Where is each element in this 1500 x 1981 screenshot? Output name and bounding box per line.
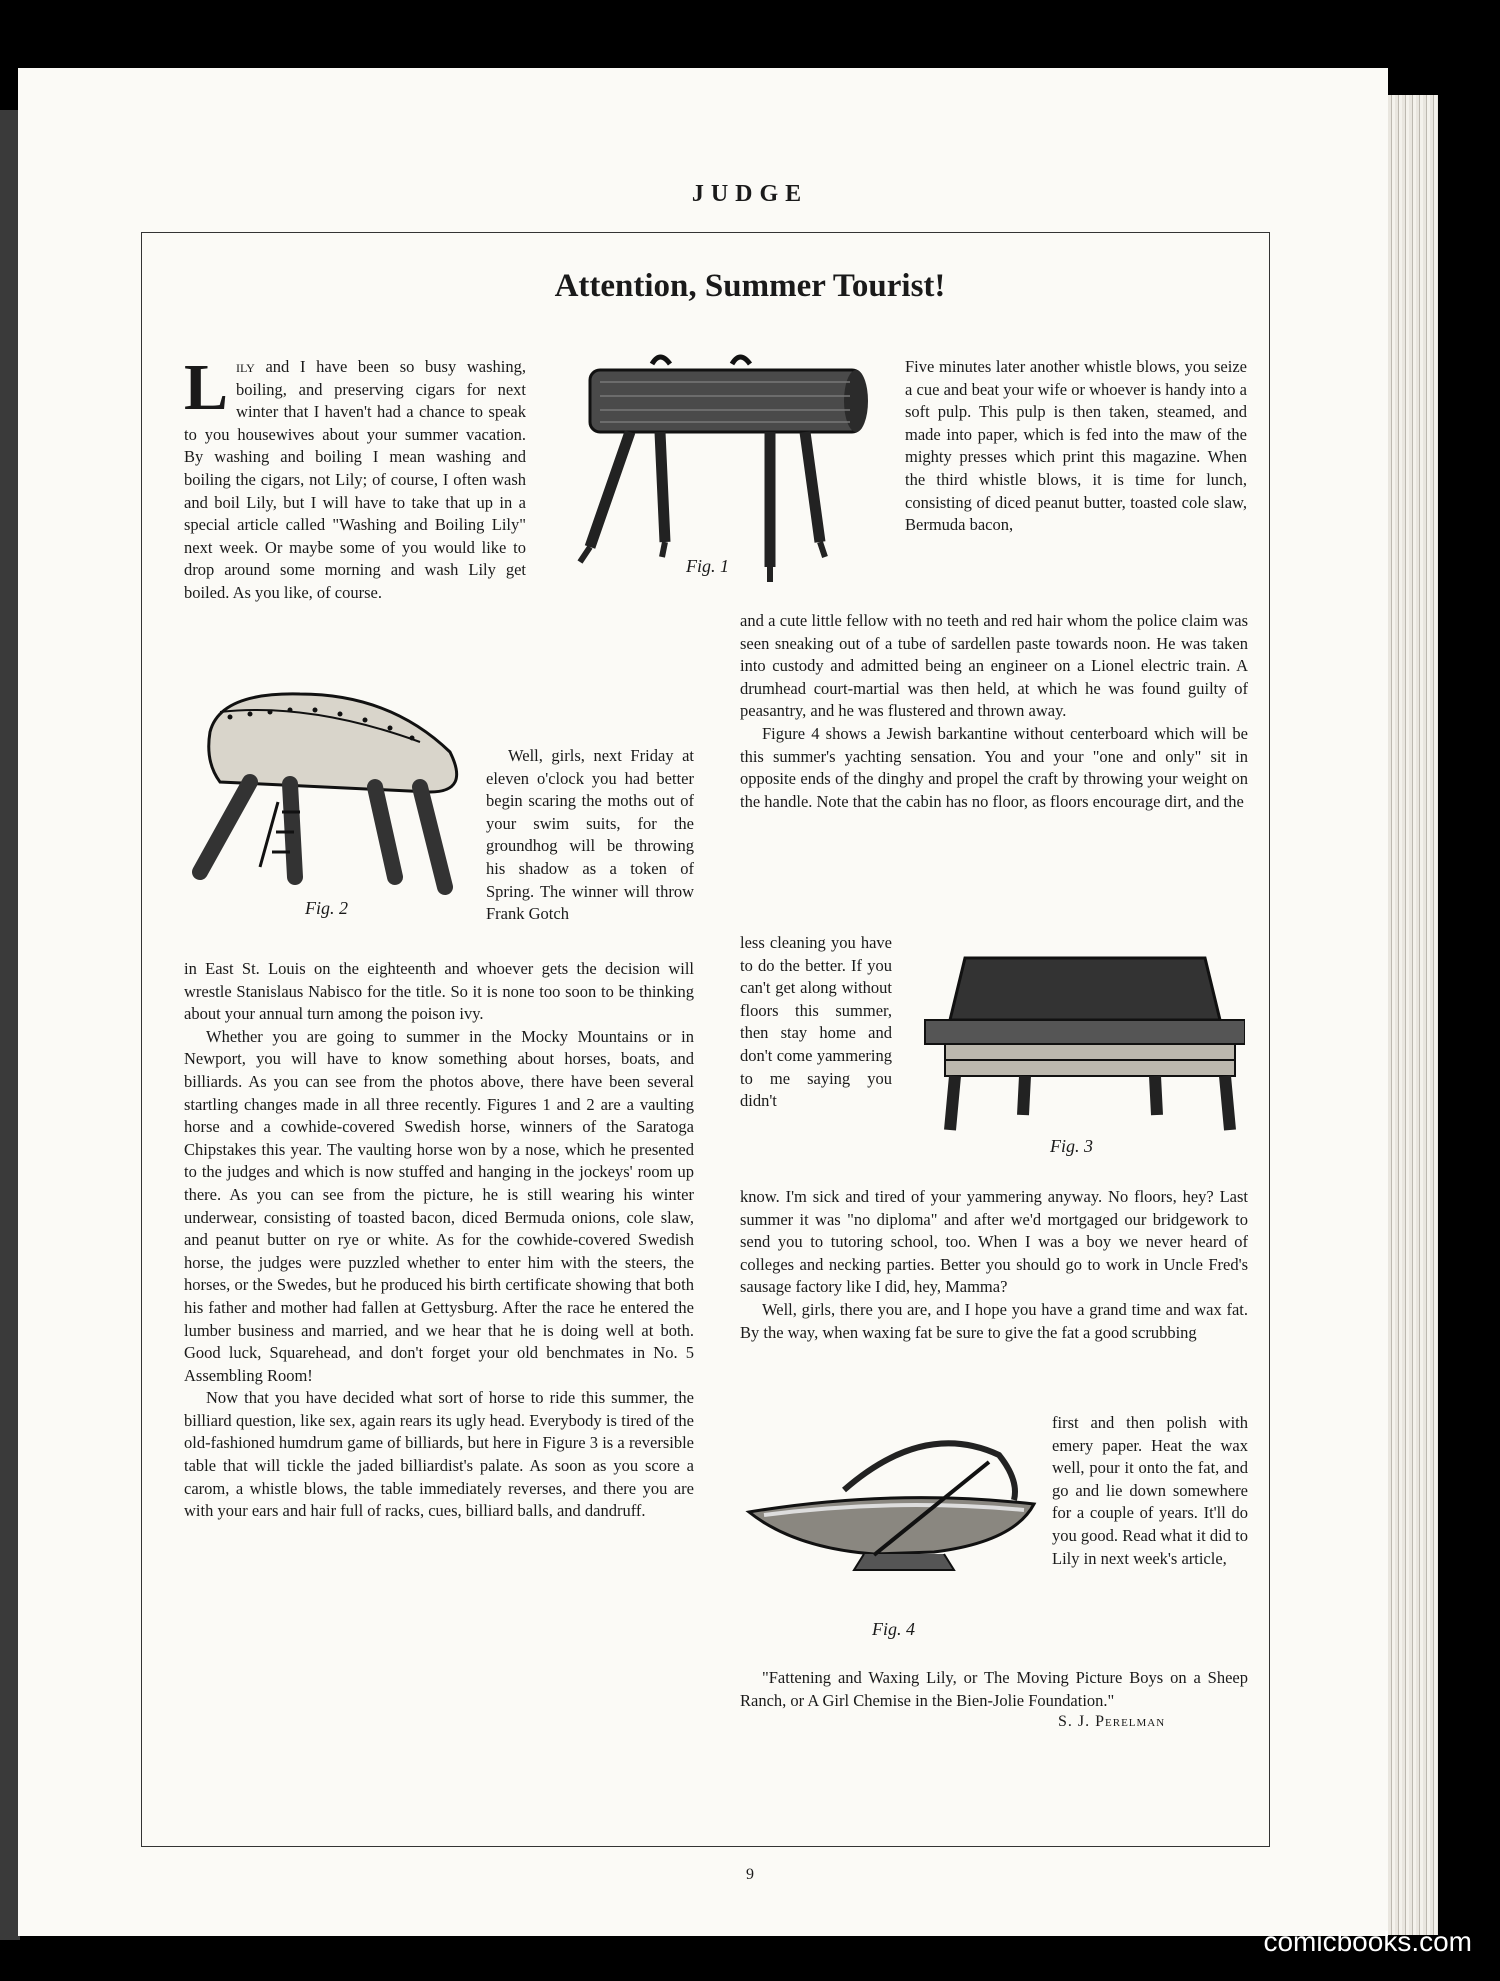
paragraph-2b: in East St. Louis on the eighteenth and whoever gets the decision will wrestle Stanislaus Nabisco for the title. So it is none too soon to be thinking about your annual turn among the poison ivy. (184, 959, 694, 1024)
fig4-dinghy-illustration (744, 1430, 1044, 1590)
text-block-right-mid (740, 610, 1248, 813)
fig2-caption: Fig. 2 (305, 898, 348, 918)
paragraph-6a: Figure 4 shows a Jewish barkantine without centerboard which will be this summer's yachting sensation. You and your "one and only" sit in opposite ends of the dinghy and propel the craft by throwing your weight on the handle. Note that the cabin has no floor, as floors encourage dirt, and the (740, 723, 1248, 811)
fig1-caption: Fig. 1 (686, 556, 729, 576)
byline: S. J. Perelman (1058, 1713, 1166, 1730)
paragraph-5b: and a cute little fellow with no teeth and red hair whom the police claim was seen sneaking out of a tube of sardellen paste towards noon. He was taken into custody and admitted being an engineer on a Lionel electric train. A drumhead court-martial was then held, at which he was found guilty of peasantry, and he was flustered and thrown away. (740, 611, 1248, 721)
fig4-caption: Fig. 4 (872, 1619, 915, 1639)
text-block-right-lower (740, 1186, 1248, 1344)
page-edges (1388, 95, 1438, 1935)
fig2-swedish-horse-illustration (190, 672, 480, 907)
paragraph-2a: Well, girls, next Friday at eleven o'clock you had better begin scaring the moths out of your swim suits, for the groundhog will be throwing his shadow as a token of Spring. The winner will throw Frank Gotch (486, 746, 694, 924)
paragraph-6b: less cleaning you have to do the better. If you can't get along without floors this summer, then stay home and don't come yammering to me saying you didn't (740, 933, 892, 1111)
paragraph-7c: "Fattening and Waxing Lily, or The Moving Picture Boys on a Sheep Ranch, or A Girl Chemise in the Bien-Jolie Foundation." (740, 1668, 1248, 1710)
site-watermark: comicbooks.com (1263, 1926, 1472, 1957)
drop-cap: L (184, 351, 229, 424)
article-title: Attention, Summer Tourist! (554, 268, 946, 304)
paragraph-4: Now that you have decided what sort of horse to ride this summer, the billiard question, like sex, again rears its ugly head. Everybody is tired of the old-fashioned humdrum game of billiards, but here in Figure 3 is a reversible table that will tickle the jaded billiardist's palate. As soon as you score a carom, a whistle blows, the table immediately reverses, and there you are with your ears and hair full of racks, cues, billiard balls, and dandruff. (184, 1388, 694, 1521)
text-block-right-top (905, 356, 1247, 537)
fig3-billiard-table-illustration (905, 950, 1245, 1140)
paragraph-5: Five minutes later another whistle blows, you seize a cue and beat your wife or whoever is handy into a soft pulp. This pulp is then taken, steamed, and made into paper, which is fed into the maw of the mighty presses which print this magazine. When the third whistle blows, it is time for lunch, consisting of diced peanut butter, toasted cole slaw, Bermuda bacon, (905, 357, 1247, 535)
text-block-left-lower (184, 958, 694, 1523)
running-head: JUDGE (691, 181, 809, 207)
paragraph-3: Whether you are going to summer in the Mocky Mountains or in Newport, you will have to know something about horses, boats, and billiards. As you can see from the photos above, there have been several startling changes made in all three recently. Figures 1 and 2 are a vaulting horse and a cowhide-covered Swedish horse, winners of the Saratoga Chipstakes this year. The vaulting horse won by a nose, which he presented to the judges and which is now stuffed and hanging in the jockeys' room up there. As you can see from the picture, he is still wearing his winter underwear, consisting of toasted bacon, diced Bermuda onions, cole slaw, and peanut butter on rye or white. As for the cowhide-covered Swedish horse, the judges were puzzled whether to enter him with the steers, the horses, or the Swedes, but he produced his birth certificate showing that both his father and mother had fallen at Gettysburg. After the race he entered the lumber business and married, and we hear that he is doing well at both. Good luck, Squarehead, and don't forget your old benchmates in No. 5 Assembling Room! (184, 1026, 694, 1385)
paragraph-7b: first and then polish with emery paper. Heat the wax well, pour it onto the fat, and go and lie down somewhere for a couple of years. It'll do you good. Read what it did to Lily in next week's article, (1052, 1413, 1248, 1568)
paragraph-7a: Well, girls, there you are, and I hope you have a grand time and wax fat. By the way, when waxing fat be sure to give the fat a good scrubbing (740, 1299, 1248, 1342)
page-number: 9 (746, 1866, 754, 1883)
paragraph-6c: know. I'm sick and tired of your yammering anyway. No floors, hey? Last summer it was "no diploma" and after we'd mortgaged our bridgework to send you to tutoring school, too. When I was a boy we never heard of colleges and necking parties. Better you should go to work in Uncle Fred's sausage factory like I did, hey, Mamma? (740, 1187, 1248, 1297)
fig1-vaulting-horse-illustration (570, 352, 890, 587)
text-block-right-fig3 (740, 932, 892, 1113)
paragraph-1: and I have been so busy washing, boiling, and preserving cigars for next winter that I haven't had a chance to speak to you housewives about your summer vacation. By washing and boiling I mean washing and boiling the cigars, not Lily; of course, I often wash and boil Lily, but I will have to take that up in a special article called "Washing and Boiling Lily" next week. Or maybe some of you would like to drop around some morning and wash Lily get boiled. As you like, of course. (184, 357, 526, 602)
fig3-caption: Fig. 3 (1050, 1136, 1093, 1156)
opening-smallcaps: ily (236, 357, 255, 376)
book-spine (0, 110, 20, 1940)
text-block-left-fig2 (486, 745, 694, 926)
text-block-right-fig4 (1052, 1412, 1248, 1570)
text-block-right-end (740, 1667, 1248, 1712)
text-block-left-top (184, 351, 526, 605)
